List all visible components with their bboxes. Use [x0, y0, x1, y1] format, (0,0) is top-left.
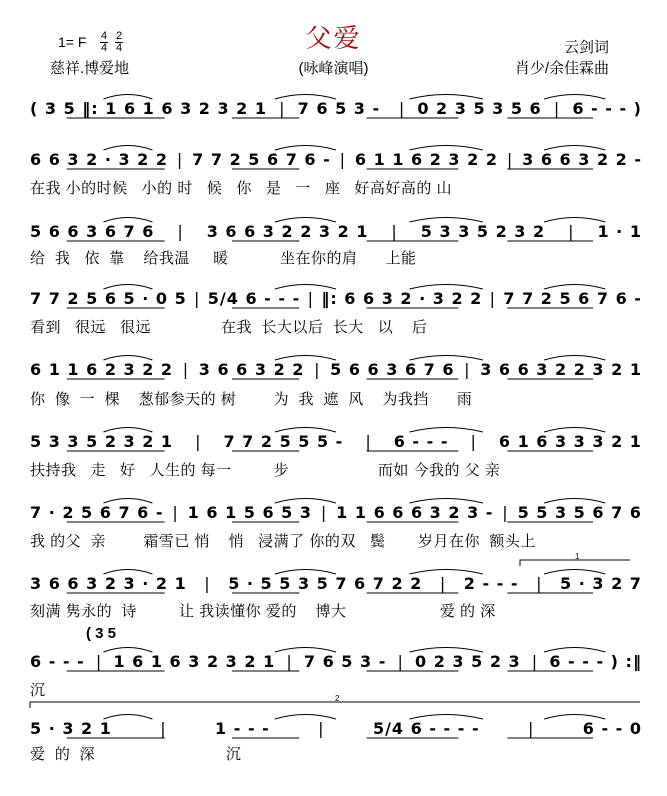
bar-line: |: [160, 719, 167, 738]
lyric-line: 你 像 一 棵 葱郁参天的 树 为 我 遮 风 为我挡 雨: [30, 391, 473, 408]
bar-line: |: [527, 719, 535, 738]
notation-line: [30, 217, 642, 247]
measure: 3 6 6 3 2 2: [198, 360, 305, 379]
measure: 6 - - - ) :‖: [549, 652, 642, 671]
score-line: [30, 647, 642, 679]
measure: 6 1 1 6 2 3 2 2: [30, 360, 174, 379]
measure: 7 7 2 5 6 5 · 0 5: [30, 289, 187, 308]
measure: 0 2 3 5 3 5 6: [417, 99, 542, 118]
time-signature-2-4: [115, 31, 123, 54]
measure: 5 3 3 5 2 3 2 1: [30, 432, 174, 451]
measure: 2 - - -: [463, 574, 519, 593]
measure: 5 · 3 2 7: [560, 574, 642, 593]
bar-line: |: [365, 432, 372, 451]
bar-line: |: [314, 360, 321, 379]
notation-line: [30, 284, 642, 314]
score-line: [30, 217, 642, 249]
bar-line: |: [320, 503, 328, 522]
bar-line: |: [279, 99, 286, 118]
lyric-line: 沉: [30, 682, 46, 699]
measure: 3 6 6 3 2 2 3 2 1: [206, 222, 369, 241]
measure: 6 6 3 2 · 3 2 2: [30, 150, 168, 169]
composer-credit: 肖少/余佳霖曲: [514, 60, 609, 77]
time-sig-top: 2: [115, 30, 123, 42]
notation-line: [30, 647, 642, 677]
bar-line: |: [568, 222, 575, 241]
notation-line: [30, 94, 642, 124]
bar-line: |: [194, 289, 201, 308]
song-title: 父爱: [305, 23, 362, 53]
measure: 6 1 6 3 3 3 2 1: [498, 432, 642, 451]
bar-line: |: [195, 432, 202, 451]
measure: 1 1 6 6 6 3 2 3 -: [336, 503, 494, 522]
bar-line: |: [553, 99, 561, 118]
measure: ‖: 6 6 3 2 · 3 2 2: [321, 289, 483, 308]
measure: 6 - - -: [393, 432, 449, 451]
bar-line: |: [176, 150, 184, 169]
measure: 7 7 2 5 5 5 -: [223, 432, 344, 451]
notation-line: [30, 714, 642, 744]
bar-line: |: [531, 652, 539, 671]
bar-line: |: [536, 574, 543, 593]
measure: 5 6 6 3 6 7 6: [330, 360, 455, 379]
notation-line: [30, 569, 642, 599]
notation-line: [30, 355, 642, 385]
performer-subtitle: (咏峰演唱): [298, 60, 369, 77]
measure: 1 - - -: [215, 719, 270, 738]
lyricist-credit: 云剑词: [563, 39, 609, 56]
measure: 1 6 1 6 3 2 3 2 1: [113, 652, 276, 671]
measure: 7 7 2 5 6 7 6 -: [192, 150, 331, 169]
bar-line: |: [489, 289, 497, 308]
bar-line: |: [172, 503, 179, 522]
time-signature-4-4: [100, 31, 108, 54]
bar-line: |: [506, 150, 514, 169]
measure: 3 6 6 3 2 2 3 2 1: [480, 360, 642, 379]
pickup-notes: ( 3 5: [86, 625, 117, 642]
bar-line: |: [204, 574, 211, 593]
measure: 6 - - -: [30, 652, 85, 671]
lyric-line: 爱 的 深 沉: [30, 746, 242, 763]
measure: 5 6 6 3 6 7 6: [30, 222, 155, 241]
lyric-line: 扶持我 走 好 人生的 每一 步 而如 今我的 父 亲: [30, 462, 501, 479]
lyric-line: 给 我 依 靠 给我温 暖 坐在你的肩 上能: [30, 250, 417, 267]
measure: 3 6 6 3 2 3 · 2 1: [30, 574, 187, 593]
bar-line: |: [502, 503, 509, 522]
bar-line: |: [177, 222, 184, 241]
lyric-line: 我 的父 亲 霜雪已 悄 悄 浸满了 你的双 鬓 岁月在你 额头上: [30, 533, 536, 550]
measure: 5 3 3 5 2 3 2: [420, 222, 546, 241]
bar-line: |: [318, 719, 325, 738]
bar-line: |: [307, 289, 314, 308]
lyric-line: 在我 小的时候 小的 时 候 你 是 一 座 好高好高的 山: [30, 180, 453, 197]
volta-bracket-2: [30, 702, 640, 708]
measure: 7 · 2 5 6 7 6 -: [30, 503, 164, 522]
measure: 7 6 5 3 -: [303, 652, 387, 671]
time-sig-bottom: 4: [115, 42, 123, 54]
time-sig-bottom: 4: [100, 42, 108, 54]
bar-line: |: [391, 222, 398, 241]
publisher-line: 慈祥.博爱地: [50, 60, 130, 77]
bar-line: |: [464, 360, 471, 379]
notation-line: [30, 427, 642, 457]
volta-bracket-1-label: 1: [575, 552, 580, 561]
score-line: [30, 94, 642, 126]
lyric-line: 看到 很远 很远 在我 长大以后 长大 以 后: [30, 319, 428, 336]
bar-line: |: [286, 652, 293, 671]
notation-line: [30, 498, 642, 528]
lyric-line: 刻满 隽永的 诗 让 我读懂你 爱的 博大 爱 的 深: [30, 603, 496, 620]
measure: ( 3 5 ‖: 1 6 1 6 3 2 3 2 1: [30, 99, 268, 118]
measure: 1 6 1 5 6 5 3: [187, 503, 313, 522]
measure: 7 6 5 3 -: [297, 99, 387, 118]
measure: 5/4 6 - - - -: [372, 719, 480, 738]
measure: 6 - - - ): [572, 99, 642, 118]
bar-line: |: [398, 99, 406, 118]
bar-line: |: [470, 432, 477, 451]
score-line: [30, 714, 642, 746]
measure: 5 · 3 2 1: [30, 719, 112, 738]
score-line: [30, 498, 642, 530]
measure: 5/4 6 - - -: [207, 289, 301, 308]
volta-bracket-1: [520, 560, 630, 566]
measure: 6 1 1 6 2 3 2 2: [354, 150, 498, 169]
measure: 6 - - 0: [582, 719, 642, 738]
score-line: [30, 569, 642, 601]
bar-line: |: [95, 652, 103, 671]
bar-line: |: [182, 360, 190, 379]
measure: 1 · 1: [597, 222, 642, 241]
bar-line: |: [439, 574, 447, 593]
score-line: [30, 284, 642, 316]
notation-line: [30, 145, 642, 175]
score-line: [30, 355, 642, 387]
volta-bracket-2-label: 2: [335, 694, 340, 703]
bar-line: |: [397, 652, 404, 671]
score-line: [30, 427, 642, 459]
measure: 7 7 2 5 6 7 6 -: [503, 289, 642, 308]
measure: 5 · 5 5 3 5 7 6 7 2 2: [228, 574, 423, 593]
time-sig-top: 4: [100, 30, 108, 42]
score-line: [30, 145, 642, 177]
measure: 5 5 3 5 6 7 6: [517, 503, 642, 522]
bar-line: |: [339, 150, 347, 169]
measure: 3 6 6 3 2 2 -: [522, 150, 642, 169]
key-signature: 1= F: [58, 34, 87, 50]
measure: 0 2 3 5 2 3: [415, 652, 521, 671]
